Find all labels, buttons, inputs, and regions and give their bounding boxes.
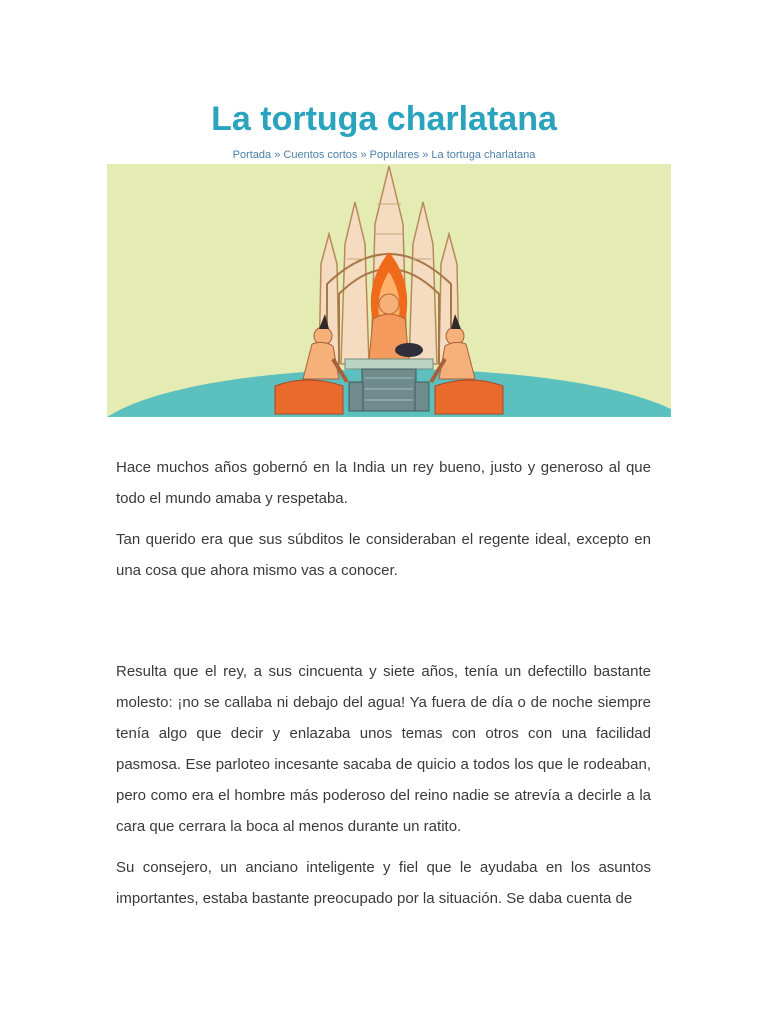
story-text xyxy=(116,452,651,924)
breadcrumb-link-populares[interactable]: Populares xyxy=(369,149,420,161)
paragraph: Resulta que el rey, a sus cincuenta y siete años, tenía un defectillo bastante molesto: ¡no se callaba ni debajo del agua! Ya fuera de día o de noche siempre tenía algo que decir y enlazaba unos temas con otros con una facilidad pasmosa. Ese parloteo incesante sacaba de quicio a todos los que le rodeaban, pero como era el hombre más poderoso del reino nadie se atrevía a decirle a la cara que cerrara la boca al menos durante un ratito. xyxy=(116,663,651,835)
breadcrumb-separator: » xyxy=(360,149,367,161)
breadcrumb-link-cuentos-cortos[interactable]: Cuentos cortos xyxy=(283,149,358,161)
paragraph: Hace muchos años gobernó en la India un rey bueno, justo y generoso al que todo el mundo amaba y respetaba. xyxy=(116,459,651,507)
breadcrumb-current-page[interactable]: La tortuga charlatana xyxy=(431,149,536,161)
paragraph: Su consejero, un anciano inteligente y fiel que le ayudaba en los asuntos importantes, estaba bastante preocupado por la situación. Se daba cuenta de xyxy=(116,859,651,907)
hero-illustration xyxy=(107,164,671,417)
breadcrumb xyxy=(0,149,768,161)
hero-svg xyxy=(107,164,671,417)
breadcrumb-separator: » xyxy=(422,149,429,161)
breadcrumb-separator: » xyxy=(274,149,281,161)
paragraph: Tan querido era que sus súbditos le consideraban el regente ideal, excepto en una cosa que ahora mismo vas a conocer. xyxy=(116,531,651,579)
page-title: La tortuga charlatana xyxy=(211,100,557,138)
breadcrumb-link-portada[interactable]: Portada xyxy=(232,149,272,161)
